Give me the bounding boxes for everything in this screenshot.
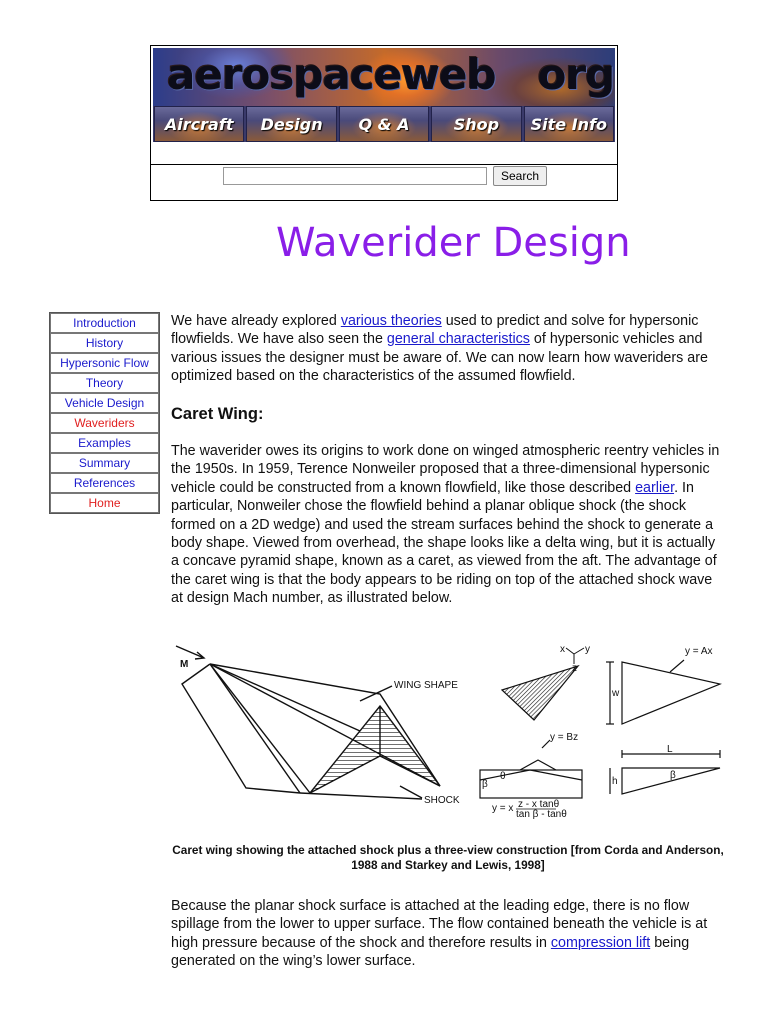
sidenav-hypersonic-flow[interactable]: Hypersonic Flow xyxy=(50,353,159,373)
svg-text:β: β xyxy=(482,779,488,790)
search-button[interactable]: Search xyxy=(493,166,547,186)
intro-paragraph: We have already explored various theories used to predict and solve for hypersonic flowfields. We have also seen the general characteristics of hypersonic vehicles and various issues the designer must be aware of. We can now learn how waveriders are optimized based on the characteristics of the assumed flowfield. xyxy=(171,313,708,385)
link-earlier[interactable]: earlier xyxy=(635,479,675,496)
header-divider xyxy=(151,144,617,165)
sidenav-introduction[interactable]: Introduction xyxy=(50,313,159,333)
svg-text:L: L xyxy=(667,744,673,755)
perspective-view xyxy=(176,646,440,799)
sidenav-waveriders[interactable]: Waveriders xyxy=(50,413,159,433)
nav-design[interactable]: Design xyxy=(246,106,336,142)
sidenav-history[interactable]: History xyxy=(50,333,159,353)
nav-site-info[interactable]: Site Info xyxy=(524,106,614,142)
svg-text:β: β xyxy=(670,770,676,781)
shock-plane xyxy=(182,664,300,793)
shock-leader xyxy=(400,786,422,798)
nav-shop[interactable]: Shop xyxy=(431,106,521,142)
caret-aft-face xyxy=(310,706,440,793)
caret-wing-diagram xyxy=(170,636,725,826)
figure-caption: Caret wing showing the attached shock plus a three-view construction [from Corda and Anderson, 1988 and Starkey and Lewis, 1998] xyxy=(172,843,724,872)
link-general-characteristics[interactable]: general characteristics xyxy=(386,331,530,348)
caret-3d-small xyxy=(502,666,578,720)
svg-text:y: y xyxy=(585,644,590,655)
front-view xyxy=(480,740,582,798)
sidenav-summary[interactable]: Summary xyxy=(50,453,159,473)
caret-wing-figure xyxy=(170,636,725,826)
mach-arrow xyxy=(176,646,204,658)
svg-text:y = Bz: y = Bz xyxy=(550,732,579,743)
nav-aircraft[interactable]: Aircraft xyxy=(154,106,244,142)
search-bar xyxy=(151,164,617,200)
sidenav-vehicle-design[interactable]: Vehicle Design xyxy=(50,393,159,413)
svg-text:x: x xyxy=(560,644,565,655)
link-various-theories[interactable]: various theories xyxy=(340,313,442,329)
search-input[interactable] xyxy=(223,167,487,185)
sidenav-home[interactable]: Home xyxy=(50,493,159,513)
sidenav-theory[interactable]: Theory xyxy=(50,373,159,393)
svg-text:y = Ax: y = Ax xyxy=(685,646,713,657)
mach-label: M xyxy=(180,659,189,670)
top-view xyxy=(606,660,720,724)
site-banner[interactable] xyxy=(153,48,615,106)
wing-shape-label: WING SHAPE xyxy=(394,680,458,691)
axes-glyph xyxy=(566,648,584,664)
svg-text:θ: θ xyxy=(500,771,506,782)
shock-label: SHOCK xyxy=(424,795,460,806)
svg-text:h: h xyxy=(612,776,618,787)
svg-text:y = x: y = x xyxy=(492,803,514,814)
link-compression-lift[interactable]: compression lift xyxy=(550,934,651,951)
caret-paragraph: The waverider owes its origins to work done on winged atmospheric reentry vehicles in the 1950s. In 1959, Terence Nonweiler proposed that a three-dimensional hypersonic vehicle could be constructed from a known flowfield, like those described earlier. In particular, Nonweiler chose the flowfield behind a planar oblique shock (the shock formed on a 2D wedge) and used the stream surfaces behind the shock to generate a body shape. Viewed from overhead, the shape looks like a delta wing, but it is actually a concave pyramid shape, known as a caret, as viewed from the aft. The advantage of the caret wing is that the body appears to be riding on top of the attached shock wave at design Mach number, as illustrated below. xyxy=(171,443,720,607)
site-logo: aerospaceweb org xyxy=(167,50,615,99)
section-heading-caret-wing: Caret Wing: xyxy=(171,405,264,423)
sidenav-references[interactable]: References xyxy=(50,473,159,493)
main-nav xyxy=(153,106,615,142)
page-title: Waverider Design xyxy=(276,220,631,266)
side-view xyxy=(610,750,720,794)
compression-paragraph: Because the planar shock surface is attached at the leading edge, there is no flow spillage from the lower to upper surface. The flow contained beneath the vehicle is at high pressure because of the shock and therefore results in compression lift being generated on the wing’s lower surface. xyxy=(171,898,708,970)
nav-qa[interactable]: Q & A xyxy=(339,106,429,142)
svg-text:tan β - tanθ: tan β - tanθ xyxy=(516,809,567,820)
svg-text:w: w xyxy=(612,688,620,699)
site-header xyxy=(150,45,618,201)
section-nav xyxy=(49,312,160,514)
svg-text:z - x tanθ: z - x tanθ xyxy=(518,799,560,810)
sidenav-examples[interactable]: Examples xyxy=(50,433,159,453)
wing-shape-leader xyxy=(360,686,392,701)
